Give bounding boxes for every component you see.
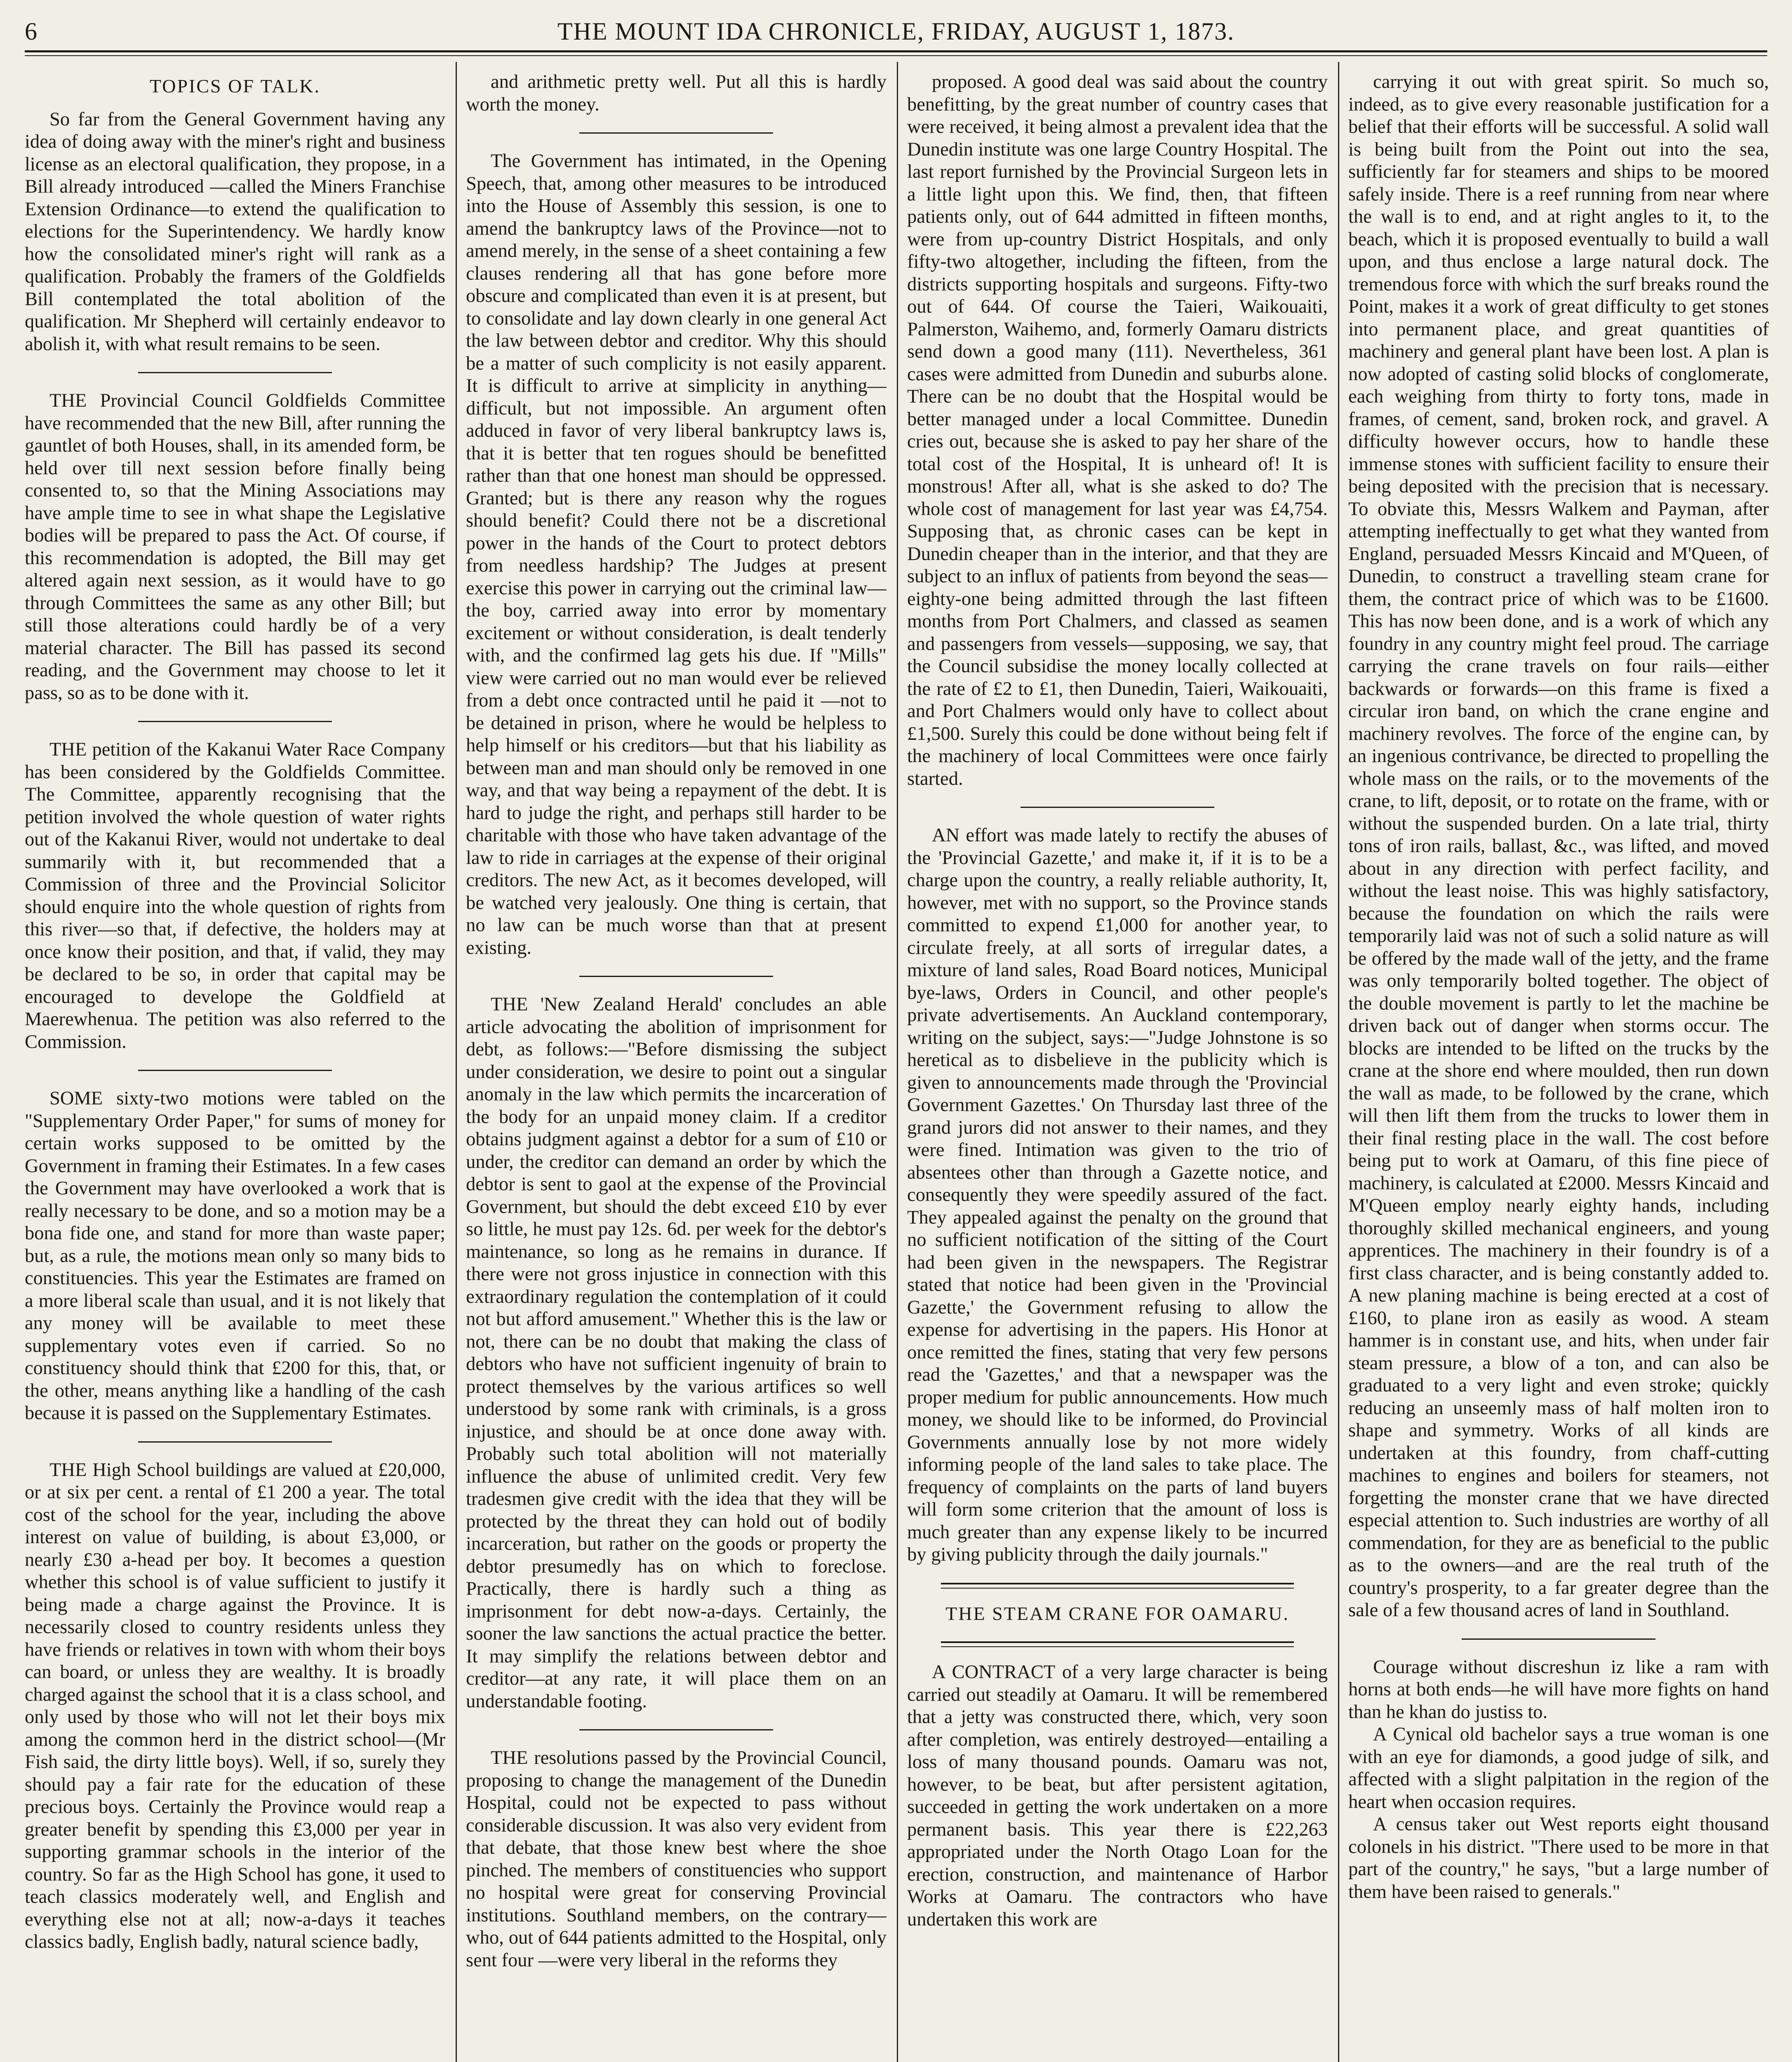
article-paragraph: THE High School buildings are valued at £20,000, or at six per cent. a rental of £1 200 a year. The total cost of the school for the year, including the above interest on value of building, is about £3,000, or nearly £30 a-head per boy. It becomes a question whether this school is of value sufficient to justify it being made a charge against the Province. It is necessarily closed to country residents unless they have friends or relatives in town with whom their boys can board, or unless they are wealthy. It is broadly charged against the school that it is a class school, and only used by those who will not let their boys mix among the common herd in the district school—(Mr Fish said, the dirty little boys). Well, if so, surely they should pay a fair rate for the education of these precious boys. Certainly the Province would reap a greater benefit by spending this £3,000 per year in supporting grammar schools in the interior of the country. So far as the High School has gone, it used to teach classics moderately well, and English and everything else not at all; now-a-days it teaches classics badly, English badly, natural science badly, bbox=[25, 1459, 445, 1952]
item-separator-rule bbox=[138, 1441, 332, 1443]
article-paragraph: So far from the General Government having any idea of doing away with the miner's right and business license as an electoral qualification, they propose, in a Bill already introduced —called the Miners Franchise Extension Ordinance—to extend the qualification to elections for the Superintendency. We hardly know how the consolidated miner's right will rank as a qualification. Probably the framers of the Goldfields Bill contemplated the total abolition of the qualification. Mr Shepherd will certainly endeavor to abolish it, with what result remains to be seen. bbox=[25, 108, 445, 355]
article-paragraph: and arithmetic pretty well. Put all this is hardly worth the money. bbox=[466, 71, 887, 115]
article-paragraph: AN effort was made lately to rectify the abuses of the 'Provincial Gazette,' and make it, if it is to be a charge upon the country, a really reliable authority, It, however, met with no support, so the Province stands committed to expend £1,000 for another year, to circulate freely, at all sorts of irregular dates, a mixture of land sales, Road Board notices, Municipal bye-laws, Orders in Council, and other people's private advertisements. An Auckland contemporary, writing on the subject, says:—"Judge Johnstone is so heretical as to disbelieve in the publicity which is given to announcements made through the 'Provincial Government Gazettes.' On Thursday last three of the grand jurors did not answer to their names, and they were fined. Intimation was given to the trio of absentees other than through a Gazette notice, and consequently they were speedily assured of the fact. They appealed against the penalty on the ground that no sufficient notification of the sitting of the Court had been given in the newspapers. The Registrar stated that notice had been given in the 'Provincial Gazette,' the Government refusing to allow the expense for advertising in the papers. His Honor at once remitted the fines, stating that very few persons read the 'Gazettes,' and that a newspaper was the proper medium for public announcements. How much money, we should like to be informed, do Provincial Governments annually lose by not more widely informing people of the land sales to take place. The frequency of complaints on the parts of land buyers will form some criterion that the amount of loss is much greater than any expense likely to be incurred by giving publicity through the daily journals." bbox=[907, 825, 1328, 1565]
article-paragraph: A census taker out West reports eight thousand colonels in his district. "There used to be more in that part of the country," he says, "but a large number of them have been raised to generals." bbox=[1348, 1814, 1769, 1902]
section-heading: THE STEAM CRANE FOR OAMARU. bbox=[945, 1603, 1289, 1624]
article-paragraph: A CONTRACT of a very large character is being carried out steadily at Oamaru. It will be remembered that a jetty was constructed there, which, very soon after completion, was entirely destroyed—entailing a loss of many thousand pounds. Oamaru was not, however, to be beat, but after persistent agitation, succeeded in getting the work undertaken on a more permanent basis. This year there is £22,263 appropriated under the North Otago Loan for the erection, construction, and maintenance of Harbor Works at Oamaru. The contractors who have undertaken this work are bbox=[907, 1662, 1328, 1930]
page-number: 6 bbox=[25, 18, 37, 45]
item-separator-rule bbox=[579, 1729, 773, 1730]
masthead bbox=[25, 14, 1767, 49]
article-paragraph: Courage without discreshun iz like a ram with horns at both ends—he will have more fights on hand than he khan do justiss to. bbox=[1348, 1656, 1769, 1723]
double-separator-rule bbox=[941, 1641, 1294, 1647]
column-divider bbox=[897, 62, 898, 2062]
section-heading: TOPICS OF TALK. bbox=[149, 75, 321, 97]
article-paragraph: THE Provincial Council Goldfields Committee have recommended that the new Bill, after running the gauntlet of both Houses, shall, in its amended form, be held over till next session before finally being consented to, so that the Mining Associations may have ample time to see in what shape the Legislative bodies will be prepared to pass the Act. Of course, if this recommendation is adopted, the Bill may get altered again next session, as it would have to go through Committees the same as any other Bill; but still those alterations could hardly be of a very material character. The Bill has passed its second reading, and the Government may choose to let it pass, so as to be done with it. bbox=[25, 390, 445, 704]
item-separator-rule bbox=[579, 132, 773, 134]
article-paragraph: SOME sixty-two motions were tabled on the "Supplementary Order Paper," for sums of money for certain works supposed to be omitted by the Government in framing their Estimates. In a few cases the Government may have overlooked a work that is really necessary to be done, and so a motion may be a bona fide one, and stand for more than waste paper; but, as a rule, the motions mean only so many bids to constituencies. This year the Estimates are framed on a more liberal scale than usual, and it is not likely that any money will be available to meet these supplementary votes even if carried. So no constituency should think that £200 for this, that, or the other, means anything like a handling of the cash because it is passed on the Supplementary Estimates. bbox=[25, 1088, 445, 1424]
item-separator-rule bbox=[1021, 807, 1214, 808]
item-separator-rule bbox=[138, 721, 332, 722]
article-paragraph: proposed. A good deal was said about the country benefitting, by the great number of country cases that were received, it being almost a prevalent idea that the Dunedin institute was one large Country Hospital. The last report furnished by the Provincial Surgeon lets in a little light upon this. We find, then, that fifteen patients only, out of 644 admitted in fifteen months, were from up-country District Hospitals, and only fifty-two altogether, including the fifteen, from the districts supporting hospitals and surgeons. Fifty-two out of 644. Of course the Taieri, Waikouaiti, Palmerston, Waihemo, and, formerly Oamaru districts send down a good many (111). Nevertheless, 361 cases were admitted from Dunedin and suburbs alone. There can be no doubt that the Hospital would be better managed under a local Committee. Dunedin cries out, because she is asked to pay her share of the total cost of the Hospital, It is unheard of! It is monstrous! After all, what is she asked to do? The whole cost of management for last year was £4,754. Supposing that, as chronic cases can be kept in Dunedin cheaper than in the interior, and that they are subject to an influx of patients from beyond the seas—eighty-one being admitted through the last fifteen months from Port Chalmers, and classed as seamen and passengers from vessels—supposing, we say, that the Council subsidise the money locally collected at the rate of £2 to £1, then Dunedin, Taieri, Waikouaiti, and Port Chalmers would only have to collect about £1,500. Surely this could be done without being felt if the machinery of local Committees were once fairly started. bbox=[907, 71, 1328, 789]
masthead-rule-thin bbox=[25, 55, 1767, 56]
article-paragraph: THE 'New Zealand Herald' concludes an able article advocating the abolition of imprisonment for debt, as follows:—"Before dismissing the subject under consideration, we desire to point out a singular anomaly in the law which permits the incarceration of the body for an unpaid money claim. If a creditor obtains judgment against a debtor for a sum of £10 or under, the creditor can demand an order by which the debtor is sent to gaol at the expense of the Provincial Government, but should the debt exceed £10 by ever so little, he must pay 12s. 6d. per week for the debtor's maintenance, so long as he remains in durance. If there were not gross injustice in connection with this extraordinary regulation the contemplation of it could not but afford amusement." Whether this is the law or not, there can be no doubt that making the class of debtors who have not sufficient ingenuity of brain to protect themselves by the various artifices so well understood by some rank with criminals, is a gross injustice, and should be at once done away with. Probably such total abolition will not materially influence the abuse of unlimited credit. Very few tradesmen give credit with the idea that they will be protected by the threat they can hold out of bodily incarceration, but rather on the goods or property the debtor presumedly has on which to foreclose. Practically, there is hardly such a thing as imprisonment for debt now-a-days. Certainly, the sooner the law sanctions the actual practice the better. It may simplify the relations between debtor and creditor—at any rate, it will place them on an understandable footing. bbox=[466, 994, 887, 1712]
article-paragraph: The Government has intimated, in the Opening Speech, that, among other measures to be introduced into the House of Assembly this session, is one to amend the bankruptcy laws of the Province—not to amend merely, in the sense of a sheet containing a few clauses rendering all that has gone before more obscure and complicated than even it is at present, but to consolidate and lay down clearly in one general Act the law between debtor and creditor. Why this should be a matter of such complicity is not easily apparent. It is difficult to arrive at simplicity in anything—difficult, but not impossible. An argument often adduced in favor of very liberal bankruptcy laws is, that it is better that ten rogues should be benefitted rather than that one honest man should be oppressed. Granted; but is there any reason why the rogues should benefit? Could there not be a discretional power in the hands of the Court to protect debtors from needless hardship? The Judges at present exercise this power in carrying out the criminal law—the boy, carried away into error by momentary excitement or without consideration, is dealt tenderly with, and the confirmed lag gets his due. If "Mills" view were carried out no man would ever be relieved from a debt once contracted until he paid it —not to be detained in prison, where he would be helpless to help himself or his creditors—but that his liability as between man and man should only be removed in one way, and that way being a repayment of the debt. It is hard to judge the right, and perhaps still harder to be charitable with those who have taken advantage of the law to ride in carriages at the expense of their original creditors. The new Act, as it becomes developed, will be watched very jealously. One thing is certain, that no law can be much worse than that at present existing. bbox=[466, 151, 887, 958]
masthead-rule-thick bbox=[25, 50, 1767, 52]
column-3 bbox=[907, 71, 1328, 1931]
article-paragraph: carrying it out with great spirit. So much so, indeed, as to give every reasonable justification for a belief that their efforts will be successful. A solid wall is being built from the Point out into the sea, sufficiently far for steamers and ships to be moored safely inside. There is a reef running from near where the wall is to end, and at right angles to it, to the beach, which it is proposed eventually to build a wall upon, and thus enclose a large natural dock. The tremendous force with which the surf breaks round the Point, makes it a work of great difficulty to get stones into permanent place, and great quantities of machinery and general plant have been lost. A plan is now adopted of casting solid blocks of conglomerate, each weighing from thirty to forty tons, made in frames, of cement, sand, broken rock, and gravel. A difficulty however occurs, how to handle these immense stones with sufficient facility to ensure their being deposited with the precision that is necessary. To obviate this, Messrs Walkem and Payman, after attempting ineffectually to get what they wanted from England, persuaded Messrs Kincaid and M'Queen, of Dunedin, to construct a travelling steam crane for them, the contract price of which was to be £1600. This has now been done, and is a work of which any foundry in any country might feel proud. The carriage carrying the crane travels on four rails—either backwards or forwards—on this frame is fixed a circular iron band, on which the crane engine and machinery revolves. The force of the engine can, by an ingenious contrivance, be directed to propelling the whole mass on the rails, or to the movements of the crane, to lift, deposit, or to rotate on the frame, with or without the suspended burden. On a late trial, thirty tons of iron rails, ballast, &c., was lifted, and moved about in any direction with perfect facility, and without the least noise. This was highly satisfactory, because the foundation on which the rails were temporarily laid was not of such a solid nature as will be offered by the made wall of the jetty, and the frame was only temporarily bolted together. The object of the double movement is partly to let the machine be driven back out of danger when storms occur. The blocks are intended to be lifted on the trucks by the crane at the shore end where moulded, then run down the wall as made, to be followed by the crane, which will then lift them from the trucks to lower them in their final resting place in the wall. The cost before being put to work at Oamaru, of this fine piece of machinery, is calculated at £2000. Messrs Kincaid and M'Queen employ nearly eighty hands, including thoroughly skilled mechanical engineers, and young apprentices. The machinery in their foundry is of a first class character, and is being constantly added to. A new planing machine is being erected at a cost of £160, to plane iron as easily as wood. A steam hammer is in constant use, and hits, when under fair steam pressure, a blow of a ton, and can also be graduated to a very light and even stroke; quickly reducing an unseemly mass of half molten iron to shape and symmetry. Works of all kinds are undertaken at this foundry, from chaff-cutting machines to engines and boilers for steamers, not forgetting the monster crane that we have directed especial attention to. Such industries are worthy of all commendation, for they are as beneficial to the public as to the owners—and are the real truth of the country's prosperity, to a far greater degree than the sale of a few thousand acres of land in Southland. bbox=[1348, 71, 1769, 1621]
column-divider bbox=[1338, 62, 1339, 2062]
column-2 bbox=[466, 71, 887, 1972]
column-4 bbox=[1348, 71, 1769, 1903]
column-divider bbox=[456, 62, 457, 2062]
item-separator-rule bbox=[138, 372, 332, 373]
item-separator-rule bbox=[138, 1070, 332, 1071]
masthead-title: THE MOUNT IDA CHRONICLE, FRIDAY, AUGUST 1, 1873. bbox=[557, 18, 1235, 45]
item-separator-rule bbox=[1462, 1638, 1655, 1640]
article-paragraph: THE resolutions passed by the Provincial Council, proposing to change the management of the Dunedin Hospital, could not be expected to pass without considerable discussion. It was also very evident from that debate, that those knew best where the shoe pinched. The members of constituencies who support no hospital were great for conserving Provincial institutions. Southland members, on the contrary—who, out of 644 patients admitted to the Hospital, only sent four —were very liberal in the reforms they bbox=[466, 1747, 887, 1971]
item-separator-rule bbox=[579, 976, 773, 977]
article-paragraph: A Cynical old bachelor says a true woman is one with an eye for diamonds, a good judge of silk, and affected with a slight palpitation in the region of the heart when occasion requires. bbox=[1348, 1724, 1769, 1812]
article-paragraph: THE petition of the Kakanui Water Race Company has been considered by the Goldfields Committee. The Committee, apparently recognising that the petition involved the whole question of water rights out of the Kakanui River, would not undertake to deal summarily with it, but recommended that a Commission of three and the Provincial Solicitor should enquire into the whole question of rights from this river—so that, if defective, the holders may at once know their position, and that, if valid, they may be declared to be so, in order that capital may be encouraged to develope the Goldfield at Maerewhenua. The petition was also referred to the Commission. bbox=[25, 739, 445, 1052]
double-separator-rule bbox=[941, 1583, 1294, 1589]
column-1 bbox=[25, 71, 445, 1954]
